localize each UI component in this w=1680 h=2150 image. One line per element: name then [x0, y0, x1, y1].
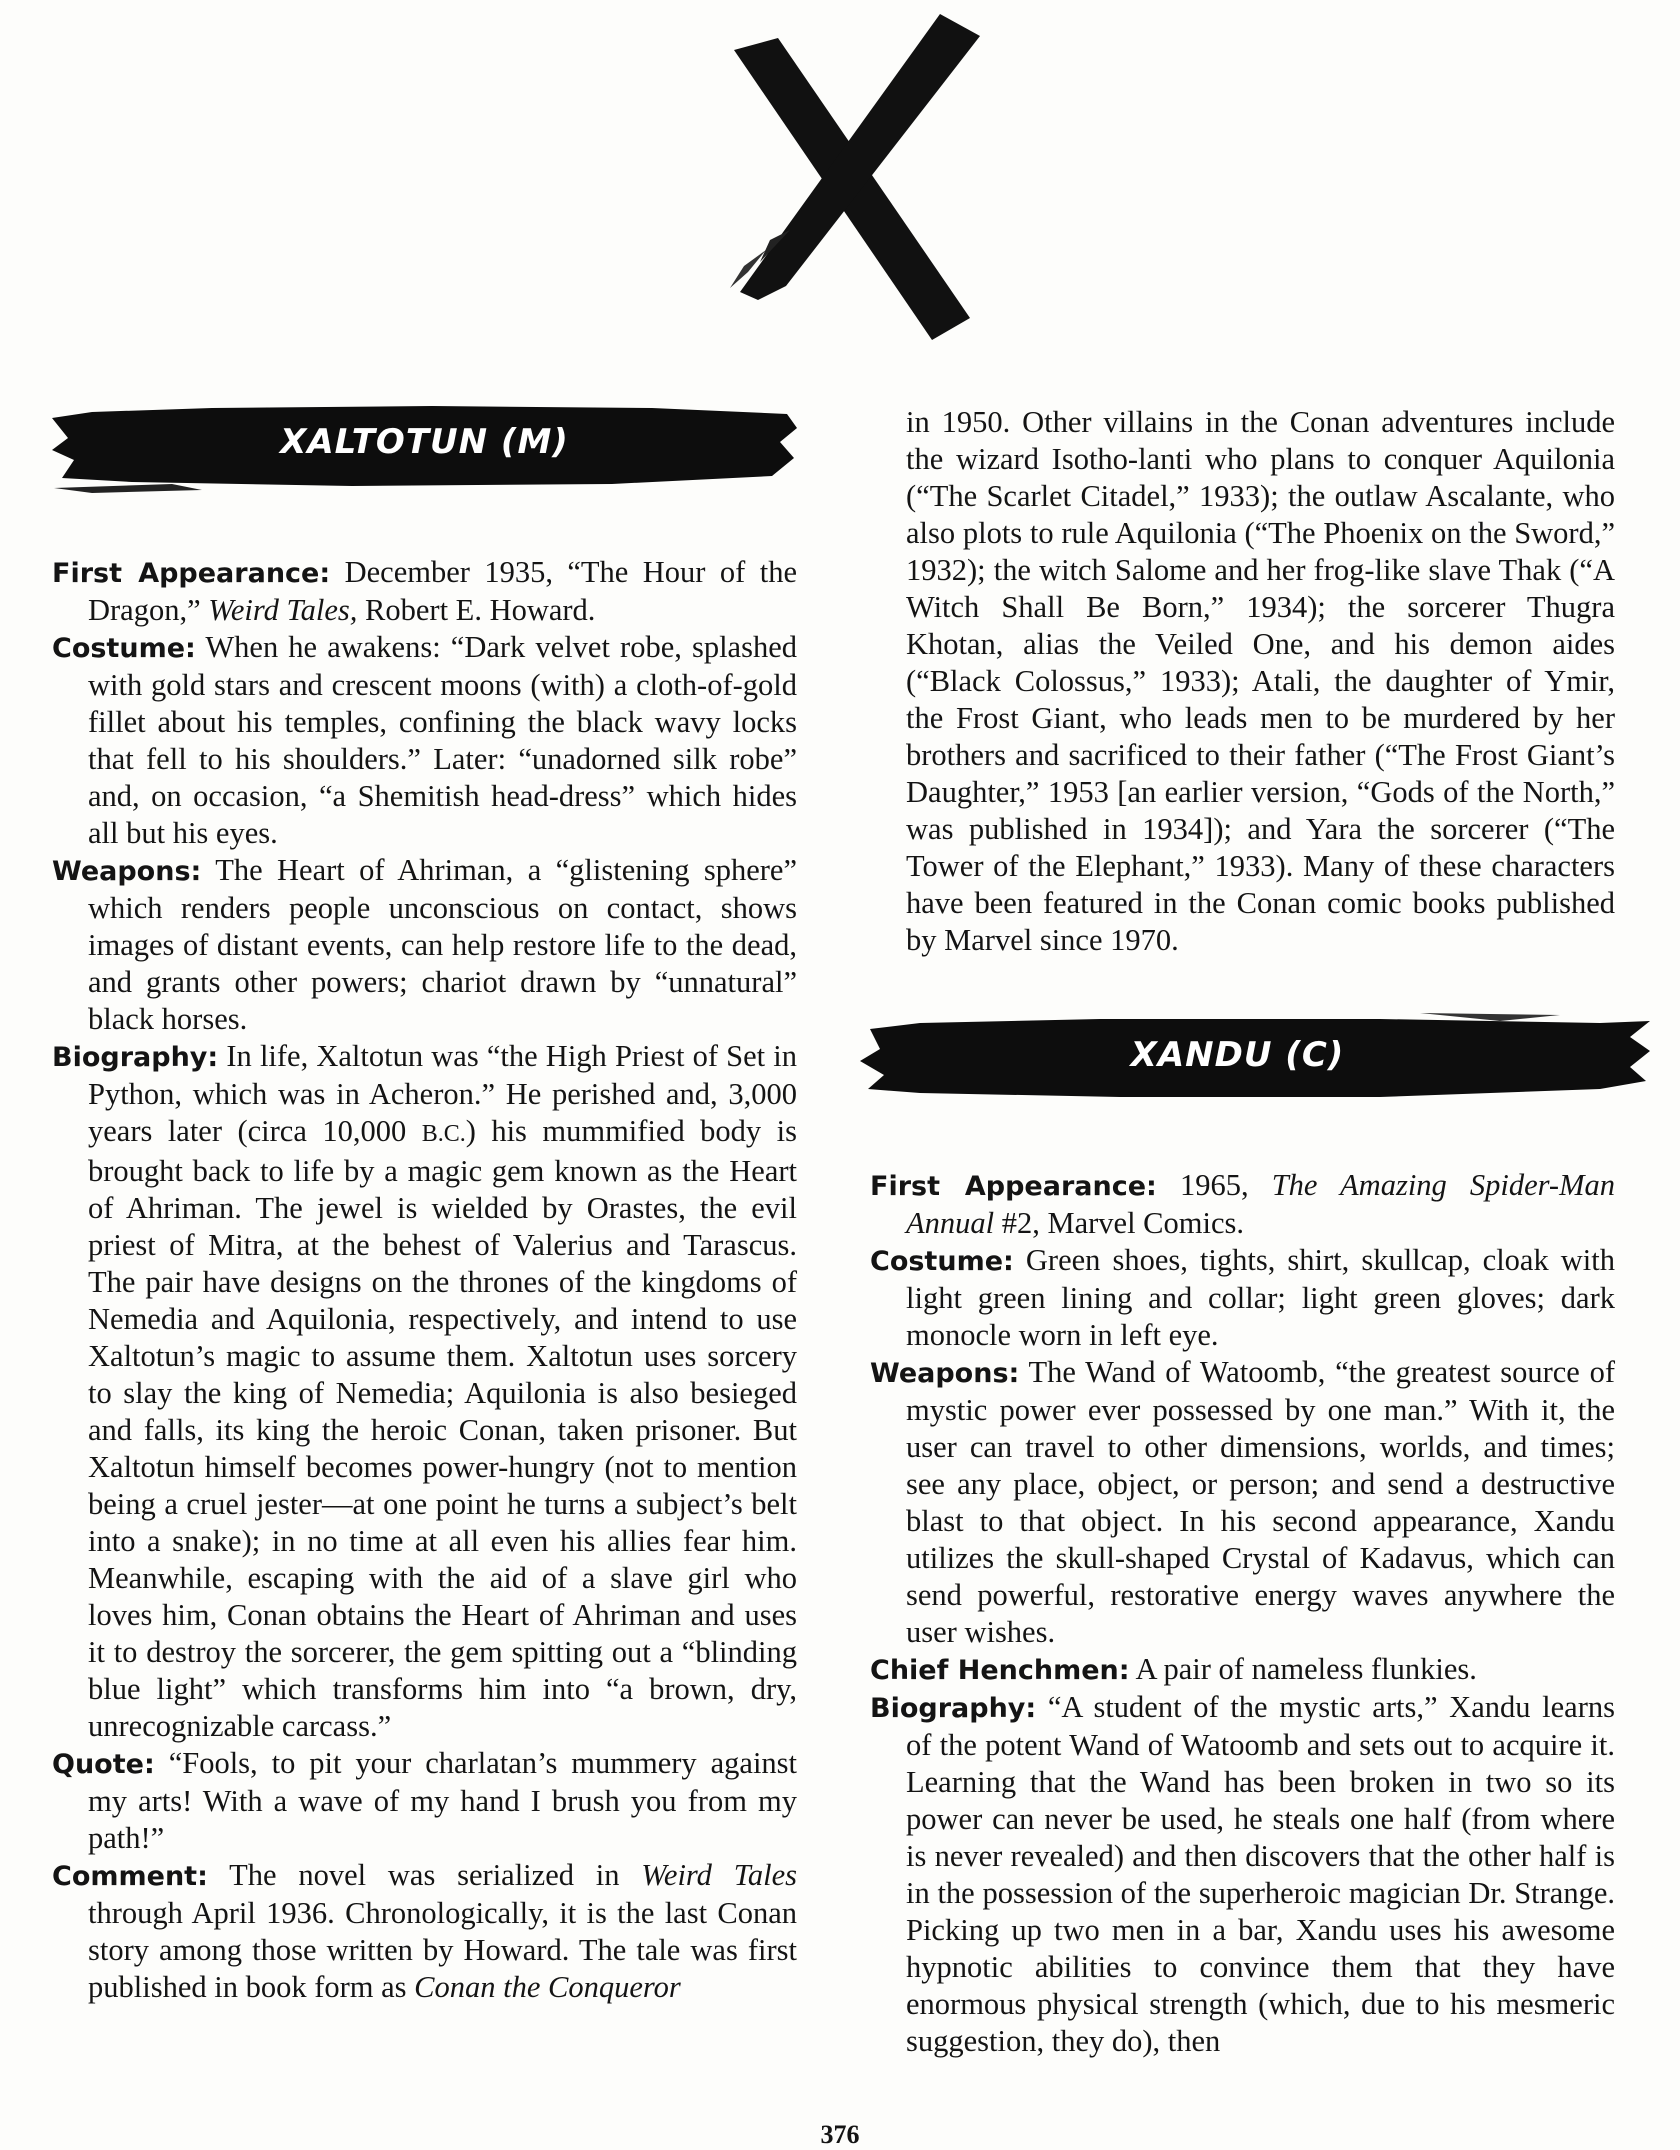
xaltotun-banner [52, 398, 797, 494]
costume-label: Costume: [870, 1246, 1014, 1277]
xaltotun-first-appearance [52, 554, 797, 629]
first-appearance-publication: The Amazing Spider-Man Annual [906, 1168, 1615, 1240]
right-column [870, 404, 1615, 2060]
chapter-letter-x [670, 0, 1010, 360]
xandu-biography [870, 1689, 1615, 2060]
xandu-henchmen [870, 1651, 1615, 1689]
xaltotun-comment [52, 1857, 797, 2006]
henchmen-label: Chief Henchmen: [870, 1655, 1130, 1686]
spacer [870, 959, 1615, 1011]
biography-label: Biography: [52, 1042, 219, 1073]
first-appearance-author: Robert E. Howard. [365, 593, 596, 627]
first-appearance-issue: #2, Marvel Comics. [1001, 1206, 1245, 1240]
xandu-title: XANDU (C) [1130, 1035, 1345, 1075]
comment-text-3: in 1950. Other villains in the Conan adventures include the wizard Isotho-lanti who plans to conquer Aquilonia (“The Scarlet Citadel,” 1933); the outlaw Ascalante, who also plots to rule Aquilonia (“The Phoenix on the Sword,” 1932); the witch Salome and her frog-like slave Thak (“A Witch Shall Be Born,” 1934); the sorcerer Thugra Khotan, alias the Veiled One, and his demon aides (“Black Colossus,” 1933); Atali, the daughter of Ymir, the Frost Giant, who leads men to be murdered by her brothers and sacrificed to their father (“The Frost Giant’s Daughter,” 1953 [an earlier version, “Gods of the North,” was published in 1934]); and Yara the sorcerer (“The Tower of the Elephant,” 1933). Many of these characters have been featured in the Conan comic books published by Marvel since 1970. [906, 405, 1615, 957]
xaltotun-weapons [52, 852, 797, 1038]
first-appearance-date: December 1935, “The Hour of the Dragon,” [88, 555, 797, 627]
xaltotun-costume [52, 629, 797, 852]
xaltotun-biography [52, 1038, 797, 1745]
comment-text-2: through April 1936. Chronologically, it is the last Conan story among those written by Howard. The tale was first published in book form as [88, 1896, 797, 2004]
weapons-text: The Heart of Ahriman, a “glistening sphere” which renders people unconscious on contact, shows images of distant events, can help restore life to the dead, and grants other powers; chariot drawn by “unnatural” black horses. [88, 853, 798, 1036]
first-appearance-label: First Appearance: [870, 1171, 1157, 1202]
comment-title-1: Weird Tales [641, 1858, 797, 1892]
henchmen-text: A pair of nameless flunkies. [1135, 1652, 1477, 1686]
quote-label: Quote: [52, 1749, 155, 1780]
xandu-weapons [870, 1354, 1615, 1651]
costume-text: Green shoes, tights, shirt, skullcap, cloak with light green lining and collar; light green gloves; dark monocle worn in left eye. [906, 1243, 1616, 1352]
first-appearance-publication: Weird Tales, [208, 593, 358, 627]
costume-label: Costume: [52, 633, 196, 664]
comment-label: Comment: [52, 1861, 208, 1892]
xandu-costume [870, 1242, 1615, 1354]
first-appearance-label: First Appearance: [52, 558, 331, 589]
biography-era: B.C. [421, 1121, 466, 1147]
quote-text: “Fools, to pit your charlatan’s mummery against my arts! With a wave of my hand I brush you from my path!” [88, 1746, 798, 1855]
xandu-first-appearance [870, 1167, 1615, 1242]
left-column [52, 408, 797, 2006]
xandu-banner [860, 1011, 1615, 1107]
page-number: 376 [820, 2120, 860, 2149]
xaltotun-quote [52, 1745, 797, 1857]
weapons-text: The Wand of Watoomb, “the greatest source of mystic power ever possessed by one man.” With it, the user can travel to other dimensions, worlds, and times; see any place, object, or person; and send a destructive blast to that object. In his second appearance, Xandu utilizes the skull-shaped Crystal of Kadavus, which can send powerful, restorative energy waves anywhere the user wishes. [906, 1355, 1615, 1649]
comment-title-2: Conan the Conqueror [414, 1970, 681, 2004]
xaltotun-title: XALTOTUN (M) [280, 422, 569, 462]
costume-text: When he awakens: “Dark velvet robe, splashed with gold stars and crescent moons (with) a cloth-of-gold fillet about his temples, confining the black wavy locks that fell to his shoulders.” Later: “unadorned silk robe” and, on occasion, “a Shemitish head-dress” which hides all but his eyes. [88, 630, 797, 850]
weapons-label: Weapons: [870, 1358, 1020, 1389]
weapons-label: Weapons: [52, 856, 202, 887]
biography-text: “A student of the mystic arts,” Xandu learns of the potent Wand of Watoomb and sets out to acquire it. Learning that the Wand has been broken in two so its power can never be used, he steals one half (from where is never revealed) and then discovers that the other half is in the possession of the superheroic magician Dr. Strange. Picking up two men in a bar, Xandu uses his awesome hypnotic abilities to convince them that they have enormous physical strength (which, due to his mesmeric suggestion, they do), then [906, 1690, 1615, 2058]
biography-label: Biography: [870, 1693, 1037, 1724]
biography-text-start: In life, Xaltotun was “the High Priest of Set in Python, which was in Acheron.” He perished and, 3,000 years later (circa 10,000 [88, 1039, 798, 1148]
biography-text-end: ) his mummified body is brought back to life by a magic gem known as the Heart of Ahriman. The jewel is wielded by Orastes, the evil priest of Mitra, at the behest of Valerius and Tarascus. The pair have designs on the thrones of the kingdoms of Nemedia and Aquilonia, respectively, and intend to use Xaltotun’s magic to assume them. Xaltotun uses sorcery to slay the king of Nemedia; Aquilonia is also besieged and falls, its king the heroic Conan, taken prisoner. But Xaltotun himself becomes power-hungry (not to mention being a cruel jester—at one point he turns a subject’s belt into a snake); in no time at all even his allies fear him. Meanwhile, escaping with the aid of a slave girl who loves him, Conan obtains the Heart of Ahriman and uses it to destroy the sorcerer, the gem spitting out a “blinding blue light” which transforms him into “a brown, dry, unrecognizable carcass.” [88, 1114, 797, 1743]
xaltotun-comment-continued [870, 404, 1615, 959]
first-appearance-date: 1965, [1179, 1168, 1249, 1202]
comment-text-1: The novel was serialized in [229, 1858, 620, 1892]
